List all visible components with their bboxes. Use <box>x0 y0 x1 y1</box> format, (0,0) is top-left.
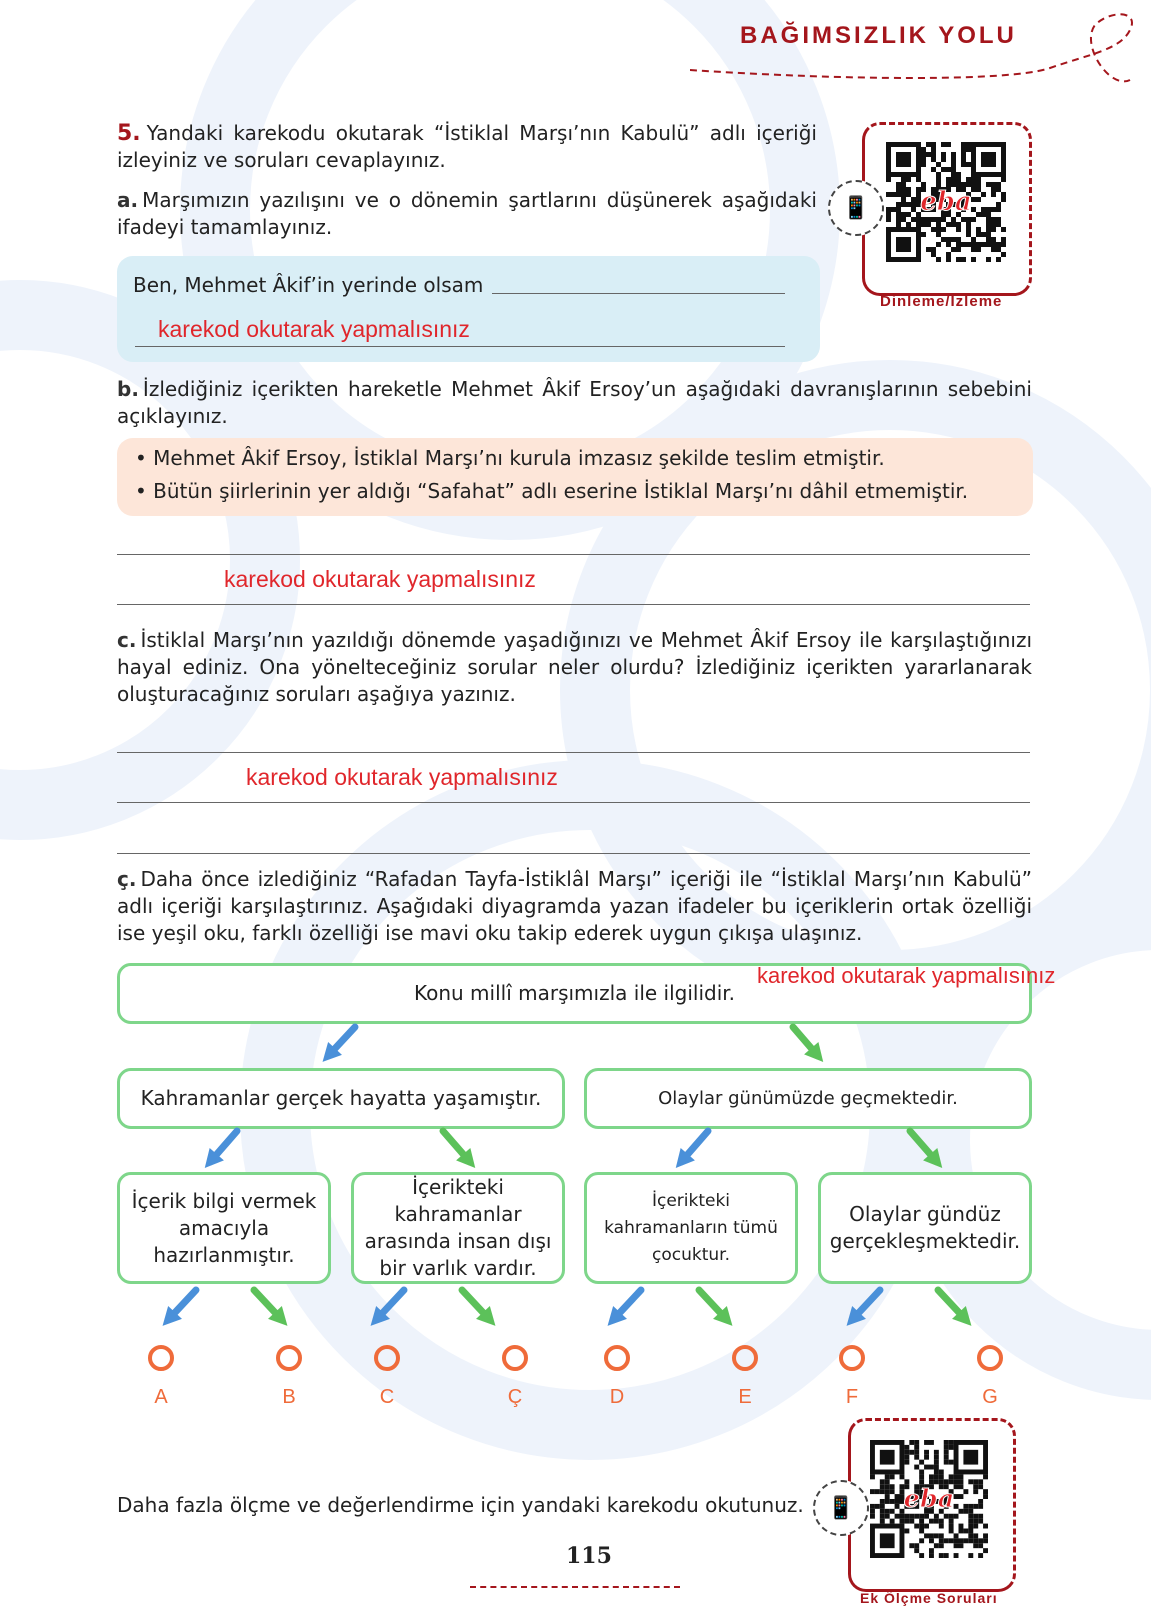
qr-module <box>973 1489 978 1494</box>
qr-module <box>909 1440 914 1445</box>
qr-module <box>890 1509 895 1514</box>
qr-module <box>929 1465 934 1470</box>
question-c-text: İstiklal Marşı’nın yazıldığı dönemde yaşadığınızı ve Mehmet Âkif Ersoy ile karşılaştığınızı hayal ediniz. Ona yönelteceğiniz sorular neler olurdu? İzlediğiniz içerikten yararlanarak oluşturacağınız soruları aşağıya yazınız. <box>117 628 1032 706</box>
output-label: A <box>154 1386 168 1408</box>
qr-module <box>934 1465 939 1470</box>
qr-module <box>919 1519 924 1524</box>
qr-module <box>914 1543 919 1548</box>
qr-module <box>914 1548 919 1553</box>
qr-module <box>973 1533 978 1538</box>
output-circle-2[interactable] <box>374 1345 400 1371</box>
phone-scan-icon: 📱 <box>813 1480 869 1536</box>
qr-module <box>973 1484 978 1489</box>
qr-module <box>909 1519 914 1524</box>
qr-module <box>904 1455 909 1460</box>
qr-module <box>968 1533 973 1538</box>
phone-scan-icon: 📱 <box>828 180 884 236</box>
output-circle-6[interactable] <box>839 1345 865 1371</box>
qr-module <box>978 1479 983 1484</box>
qr-module <box>924 1524 929 1529</box>
bullet-item: • Mehmet Âkif Ersoy, İstiklal Marşı’nı kurula imzasız şekilde teslim etmiştir. <box>135 446 885 470</box>
qr-module <box>944 1538 949 1543</box>
answer-a-text[interactable]: karekod okutarak yapmalısınız <box>158 316 470 342</box>
qr-module <box>880 1504 885 1509</box>
qr-module <box>978 1538 983 1543</box>
qr-module <box>944 1450 949 1455</box>
diagram-level3-text: Olaylar gündüz gerçekleşmektedir. <box>829 1202 1021 1253</box>
green-arrow <box>699 1290 732 1326</box>
qr-module <box>949 1474 954 1479</box>
qr-module <box>885 1514 890 1519</box>
qr-top-label: Dinleme/İzleme <box>880 293 1003 310</box>
qr-module <box>978 1553 983 1558</box>
qr-module <box>875 1489 880 1494</box>
qr-module <box>978 1504 983 1509</box>
qr-module <box>890 1489 895 1494</box>
qr-module <box>959 1479 964 1484</box>
qr-module <box>929 1538 934 1543</box>
question-number: 5. <box>117 121 141 146</box>
output-circle-3[interactable] <box>502 1345 528 1371</box>
qr-module <box>959 1529 964 1534</box>
bullet-text: Bütün şiirlerinin yer aldığı “Safahat” adlı eserine İstiklal Marşı’nı dâhil etmemiştir. <box>153 479 969 503</box>
qr-module <box>929 1548 934 1553</box>
qr-module <box>954 1538 959 1543</box>
green-arrow <box>443 1131 475 1168</box>
qr-module <box>880 1514 885 1519</box>
qr-module <box>983 1533 988 1538</box>
qr-module <box>973 1479 978 1484</box>
qr-module <box>968 1553 973 1558</box>
qr-module <box>959 1509 964 1514</box>
qr-module <box>919 1474 924 1479</box>
qr-module <box>968 1524 973 1529</box>
blue-arrow <box>163 1290 196 1326</box>
blue-arrow <box>323 1027 355 1062</box>
qr-module <box>900 1474 905 1479</box>
qr-module <box>934 1514 939 1519</box>
qr-module <box>929 1440 934 1445</box>
qr-module <box>968 1529 973 1534</box>
green-arrow <box>910 1131 942 1168</box>
qr-module <box>890 1519 895 1524</box>
qr-module <box>944 1553 949 1558</box>
qr-module <box>880 1489 885 1494</box>
qr-module <box>949 1460 954 1465</box>
output-label: B <box>282 1386 296 1408</box>
qr-module <box>885 1494 890 1499</box>
footer-text: Daha fazla ölçme ve değerlendirme için yandaki karekodu okutunuz. <box>117 1493 804 1517</box>
qr-module <box>880 1509 885 1514</box>
qr-module <box>890 1499 895 1504</box>
qr-module <box>963 1504 968 1509</box>
question-cc-text: Daha önce izlediğiniz “Rafadan Tayfa-İstiklâl Marşı” içeriği ile “İstiklal Marşı’nın Kabulü” adlı içeriği karşılaştırınız. Aşağıdaki diyagramda yazan ifadeler bu içeriklerin ortak özelliği ise yeşil oku, farklı özelliği ise mavi oku takip ederek uygun çıkışa ulaşınız. <box>117 867 1032 945</box>
qr-module <box>914 1465 919 1470</box>
output-circle-1[interactable] <box>276 1345 302 1371</box>
qr-module <box>934 1543 939 1548</box>
qr-module <box>885 1474 890 1479</box>
qr-module <box>949 1524 954 1529</box>
qr-module <box>944 1445 949 1450</box>
qr-module <box>973 1543 978 1548</box>
qr-finder <box>880 1533 895 1548</box>
qr-module <box>983 1474 988 1479</box>
qr-module <box>954 1543 959 1548</box>
qr-module <box>978 1499 983 1504</box>
qr-module <box>870 1514 875 1519</box>
question-cc-letter: ç. <box>117 867 137 891</box>
qr-module <box>924 1450 929 1455</box>
qr-module <box>890 1484 895 1489</box>
output-circle-7[interactable] <box>977 1345 1003 1371</box>
qr-module <box>909 1543 914 1548</box>
qr-module <box>885 1499 890 1504</box>
qr-module <box>909 1514 914 1519</box>
qr-module <box>983 1538 988 1543</box>
qr-module <box>934 1450 939 1455</box>
diagram-level2-text: Olaylar günümüzde geçmektedir. <box>658 1088 958 1109</box>
diagram-level3-text: İçerikteki kahramanlar arasında insan dışı bir varlık vardır. <box>364 1175 552 1280</box>
qr-module <box>919 1538 924 1543</box>
qr-module <box>870 1504 875 1509</box>
question-5-text: Yandaki karekodu okutarak “İstiklal Marşı’nın Kabulü” adlı içeriği izleyiniz ve soruları cevaplayınız. <box>117 121 817 172</box>
qr-module <box>924 1533 929 1538</box>
qr-module <box>949 1529 954 1534</box>
blue-arrow <box>371 1290 404 1326</box>
qr-module <box>934 1519 939 1524</box>
page-number: 115 <box>566 1543 612 1569</box>
qr-module <box>914 1514 919 1519</box>
qr-module <box>885 1489 890 1494</box>
qr-module <box>978 1514 983 1519</box>
qr-module <box>978 1519 983 1524</box>
blue-arrow <box>847 1290 880 1326</box>
qr-module <box>959 1484 964 1489</box>
qr-module <box>944 1460 949 1465</box>
qr-module <box>934 1470 939 1475</box>
qr-module <box>934 1460 939 1465</box>
green-arrow <box>938 1290 971 1326</box>
blue-arrow <box>205 1131 237 1168</box>
qr-module <box>870 1509 875 1514</box>
diagram-root-text: Konu millî marşımızla ile ilgilidir. <box>413 981 736 1005</box>
qr-finder <box>880 1450 895 1465</box>
output-label: Ç <box>507 1386 523 1408</box>
qr-module <box>959 1538 964 1543</box>
answer-b-text[interactable]: karekod okutarak yapmalısınız <box>224 566 536 592</box>
qr-module <box>904 1519 909 1524</box>
qr-module <box>968 1514 973 1519</box>
qr-module <box>919 1460 924 1465</box>
qr-module <box>904 1514 909 1519</box>
qr-module <box>914 1445 919 1450</box>
qr-module <box>973 1524 978 1529</box>
diagram-level3-text: İçerikteki kahramanların tümü çocuktur. <box>604 1190 778 1265</box>
green-arrow <box>793 1027 823 1062</box>
qr-module <box>909 1450 914 1455</box>
question-c-letter: c. <box>117 628 137 652</box>
qr-module <box>934 1533 939 1538</box>
qr-module <box>954 1474 959 1479</box>
qr-module <box>904 1460 909 1465</box>
qr-module <box>954 1533 959 1538</box>
output-label: E <box>738 1386 752 1408</box>
qr-module <box>929 1474 934 1479</box>
qr-module <box>914 1455 919 1460</box>
qr-module <box>949 1440 954 1445</box>
qr-module <box>919 1553 924 1558</box>
qr-module <box>983 1489 988 1494</box>
qr-module <box>944 1514 949 1519</box>
qr-module <box>939 1553 944 1558</box>
qr-module <box>919 1529 924 1534</box>
qr-module <box>939 1524 944 1529</box>
diagram-level2-text: Kahramanlar gerçek hayatta yaşamıştır. <box>140 1086 542 1110</box>
qr-module <box>919 1514 924 1519</box>
qr-module <box>880 1519 885 1524</box>
qr-module <box>900 1514 905 1519</box>
qr-module <box>929 1553 934 1558</box>
qr-module <box>895 1504 900 1509</box>
output-label: C <box>379 1386 395 1408</box>
qr-module <box>944 1440 949 1445</box>
qr-module <box>914 1524 919 1529</box>
qr-module <box>924 1514 929 1519</box>
qr-module <box>949 1519 954 1524</box>
qr-module <box>904 1445 909 1450</box>
blue-arrow <box>676 1131 708 1168</box>
output-circle-4[interactable] <box>604 1345 630 1371</box>
qr-module <box>939 1519 944 1524</box>
qr-module <box>880 1484 885 1489</box>
qr-module <box>890 1474 895 1479</box>
qr-module <box>949 1538 954 1543</box>
qr-module <box>895 1499 900 1504</box>
qr-module <box>959 1494 964 1499</box>
question-b-text: İzlediğiniz içerikten hareketle Mehmet Âkif Ersoy’un aşağıdaki davranışlarının sebebini açıklayınız. <box>117 377 1032 428</box>
answer-a-prompt: Ben, Mehmet Âkif’in yerinde olsam <box>133 273 484 297</box>
qr-module <box>904 1450 909 1455</box>
qr-module <box>959 1474 964 1479</box>
qr-module <box>954 1514 959 1519</box>
qr-module <box>885 1509 890 1514</box>
qr-module <box>895 1514 900 1519</box>
output-circle-0[interactable] <box>148 1345 174 1371</box>
qr-module <box>880 1479 885 1484</box>
page-header-title: BAĞIMSIZLIK YOLU <box>740 22 1017 49</box>
qr-module <box>968 1519 973 1524</box>
qr-module <box>963 1529 968 1534</box>
blue-arrow <box>608 1290 641 1326</box>
qr-module <box>919 1470 924 1475</box>
answer-cc-text[interactable]: karekod okutarak yapmalısınız <box>757 963 1056 988</box>
qr-module <box>949 1445 954 1450</box>
qr-module <box>963 1538 968 1543</box>
green-arrow <box>254 1290 287 1326</box>
qr-module <box>929 1519 934 1524</box>
qr-module <box>870 1474 875 1479</box>
qr-bottom-label: Ek Ölçme Soruları <box>860 1590 998 1606</box>
qr-module <box>973 1504 978 1509</box>
qr-module <box>968 1538 973 1543</box>
qr-module <box>900 1519 905 1524</box>
footer-dashed-line <box>470 1586 680 1588</box>
qr-module <box>939 1533 944 1538</box>
qr-module <box>904 1529 909 1534</box>
qr-module <box>885 1484 890 1489</box>
output-label: F <box>845 1386 859 1408</box>
eba-logo: eba <box>903 1483 955 1514</box>
qr-module <box>939 1470 944 1475</box>
qr-module <box>939 1543 944 1548</box>
qr-module <box>914 1440 919 1445</box>
bullet-text: Mehmet Âkif Ersoy, İstiklal Marşı’nı kurula imzasız şekilde teslim etmiştir. <box>153 446 885 470</box>
qr-module <box>968 1479 973 1484</box>
qr-module <box>973 1538 978 1543</box>
qr-module <box>934 1474 939 1479</box>
qr-module <box>934 1455 939 1460</box>
qr-module <box>870 1489 875 1494</box>
qr-module <box>954 1553 959 1558</box>
qr-module <box>929 1533 934 1538</box>
qr-module <box>978 1543 983 1548</box>
qr-finder <box>963 1450 978 1465</box>
qr-module <box>963 1489 968 1494</box>
qr-module <box>968 1509 973 1514</box>
output-label: G <box>982 1386 998 1408</box>
qr-module <box>919 1524 924 1529</box>
qr-module <box>875 1504 880 1509</box>
bullet-item: • Bütün şiirlerinin yer aldığı “Safahat” adlı eserine İstiklal Marşı’nı dâhil etmemiştir. <box>135 479 969 503</box>
qr-module <box>983 1494 988 1499</box>
qr-module <box>914 1450 919 1455</box>
qr-code-bottom[interactable] <box>870 1440 988 1558</box>
green-arrow <box>462 1290 495 1326</box>
qr-module <box>963 1509 968 1514</box>
eba-logo: eba <box>920 187 972 217</box>
qr-module <box>885 1479 890 1484</box>
question-b-letter: b. <box>117 377 139 401</box>
qr-module <box>895 1494 900 1499</box>
qr-module <box>949 1514 954 1519</box>
qr-module <box>939 1474 944 1479</box>
qr-module <box>880 1499 885 1504</box>
qr-module <box>973 1514 978 1519</box>
question-a-text: Marşımızın yazılışını ve o dönemin şartlarını düşünerek aşağıdaki ifadeyi tamamlayınız. <box>117 188 817 239</box>
qr-module <box>924 1465 929 1470</box>
qr-module <box>939 1538 944 1543</box>
qr-module <box>968 1504 973 1509</box>
output-circle-5[interactable] <box>732 1345 758 1371</box>
qr-module <box>924 1455 929 1460</box>
qr-module <box>924 1440 929 1445</box>
question-a-letter: a. <box>117 188 139 212</box>
qr-module <box>959 1524 964 1529</box>
output-label: D <box>609 1386 625 1408</box>
qr-module <box>978 1484 983 1489</box>
qr-module <box>983 1524 988 1529</box>
answer-c-text[interactable]: karekod okutarak yapmalısınız <box>246 764 558 790</box>
diagram-level3-text: İçerik bilgi vermek amacıyla hazırlanmıştır. <box>131 1188 317 1267</box>
qr-module <box>973 1519 978 1524</box>
qr-module <box>983 1548 988 1553</box>
qr-module <box>944 1455 949 1460</box>
qr-module <box>959 1543 964 1548</box>
